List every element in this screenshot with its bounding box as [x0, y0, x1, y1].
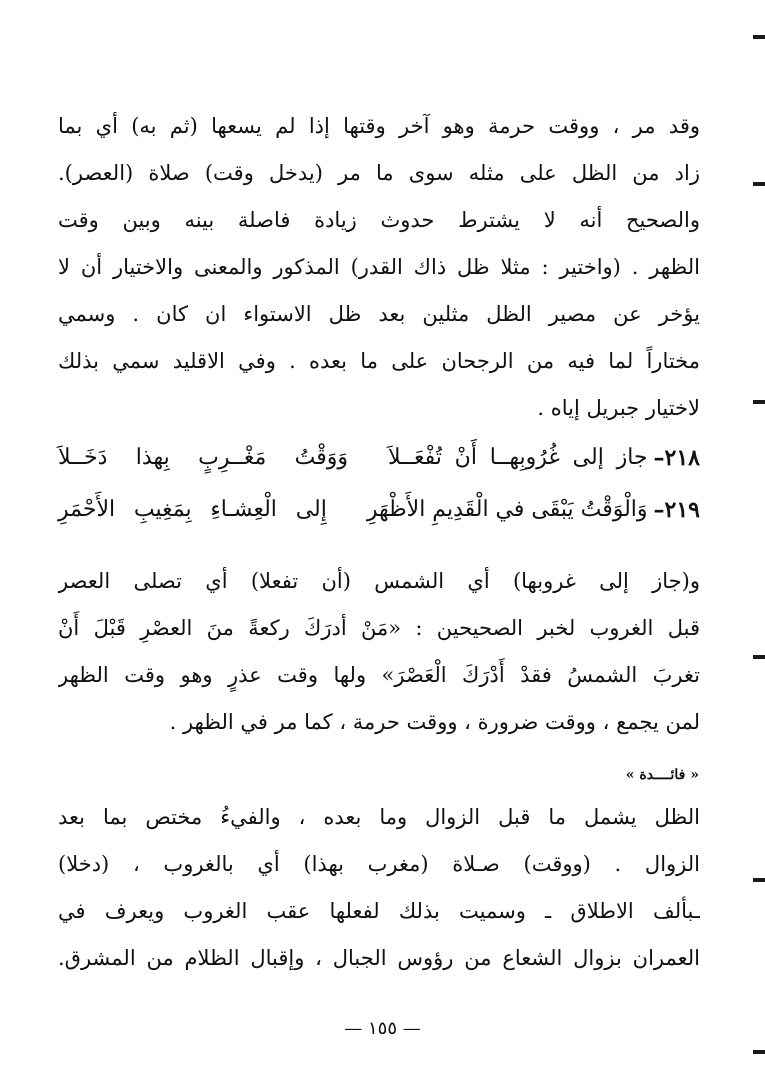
- text-line: وقد مر ، ووقت حرمة وهو آخر وقتها إذا لم يسعها (ثم به) أي بما: [58, 114, 700, 138]
- text-line: قبل الغروب لخبر الصحيحين : «مَنْ أدرَكَ ركعةً منَ العصْرِ قَبْلَ أَنْ: [58, 616, 700, 640]
- verse-second-hemistich: وَوَقْتُ مَغْــرِبٍ بِهذا دَخَــلاَ: [58, 445, 348, 470]
- text-line: يؤخر عن مصير الظل مثلين بعد ظل الاستواء ان كان . وسمي: [58, 302, 700, 326]
- binding-mark: [753, 400, 765, 404]
- binding-mark: [753, 1050, 765, 1054]
- verse-first-hemistich: وَالْوَقْتُ يَبْقَى في الْقَدِيمِ الأَظْهَرِ: [366, 497, 648, 522]
- binding-mark: [753, 655, 765, 659]
- text-line: زاد من الظل على مثله سوى ما مر (يدخل وقت) صلاة (العصر).: [58, 161, 700, 185]
- faida-heading: « فائــــدة »: [625, 767, 699, 783]
- verse-number: ٢١٨–: [653, 445, 700, 471]
- verse-number: ٢١٩–: [653, 497, 700, 523]
- text-line: الظهر . (واختير : مثلا ظل ذاك القدر) المذكور والمعنى والاختيار أن لا: [58, 255, 700, 279]
- binding-mark: [753, 35, 765, 39]
- text-line: الزوال . (ووقت) صـلاة (مغرب بهذا) أي بالغروب ، (دخلا): [58, 852, 700, 876]
- text-line: و(جاز إلى غروبها) أي الشمس (أن تفعلا) أي تصلى العصر: [58, 569, 700, 593]
- binding-mark: [753, 182, 765, 186]
- text-line: تغربَ الشمسُ فقدْ أَدْرَكَ الْعَصْرَ» ولها وقت عذرٍ وهو وقت الظهر: [58, 663, 700, 687]
- text-line: العمران بزوال الشعاع من رؤوس الجبال ، وإقبال الظلام من المشرق.: [58, 946, 700, 970]
- text-line: والصحيح أنه لا يشترط حدوث زيادة فاصلة بينه وبين وقت: [58, 208, 700, 232]
- verse-second-hemistich: إِلى الْعِشـاءِ بِمَغِيبِ الأَحْمَرِ: [58, 497, 327, 522]
- binding-mark: [753, 878, 765, 882]
- verse-218: [58, 438, 700, 478]
- text-line: الظل يشمل ما قبل الزوال وما بعده ، والفيءُ مختص بما بعد: [58, 805, 700, 829]
- text-line: لمن يجمع ، ووقت ضرورة ، ووقت حرمة ، كما مر في الظهر .: [169, 710, 700, 734]
- text-line: ـبألف الاطلاق ـ وسميت بذلك لفعلها عقب الغروب ويعرف في: [58, 899, 700, 923]
- verse-219: [58, 490, 700, 530]
- text-line: مختاراً لما فيه من الرجحان على ما بعده . وفي الاقليد سمي بذلك: [58, 349, 700, 373]
- text-line: لاختيار جبريل إياه .: [537, 396, 700, 420]
- page-number: — ١٥٥ —: [344, 1018, 421, 1039]
- verse-first-hemistich: جاز إلى غُرُوبِهــا أَنْ تُفْعَــلاَ: [388, 445, 648, 470]
